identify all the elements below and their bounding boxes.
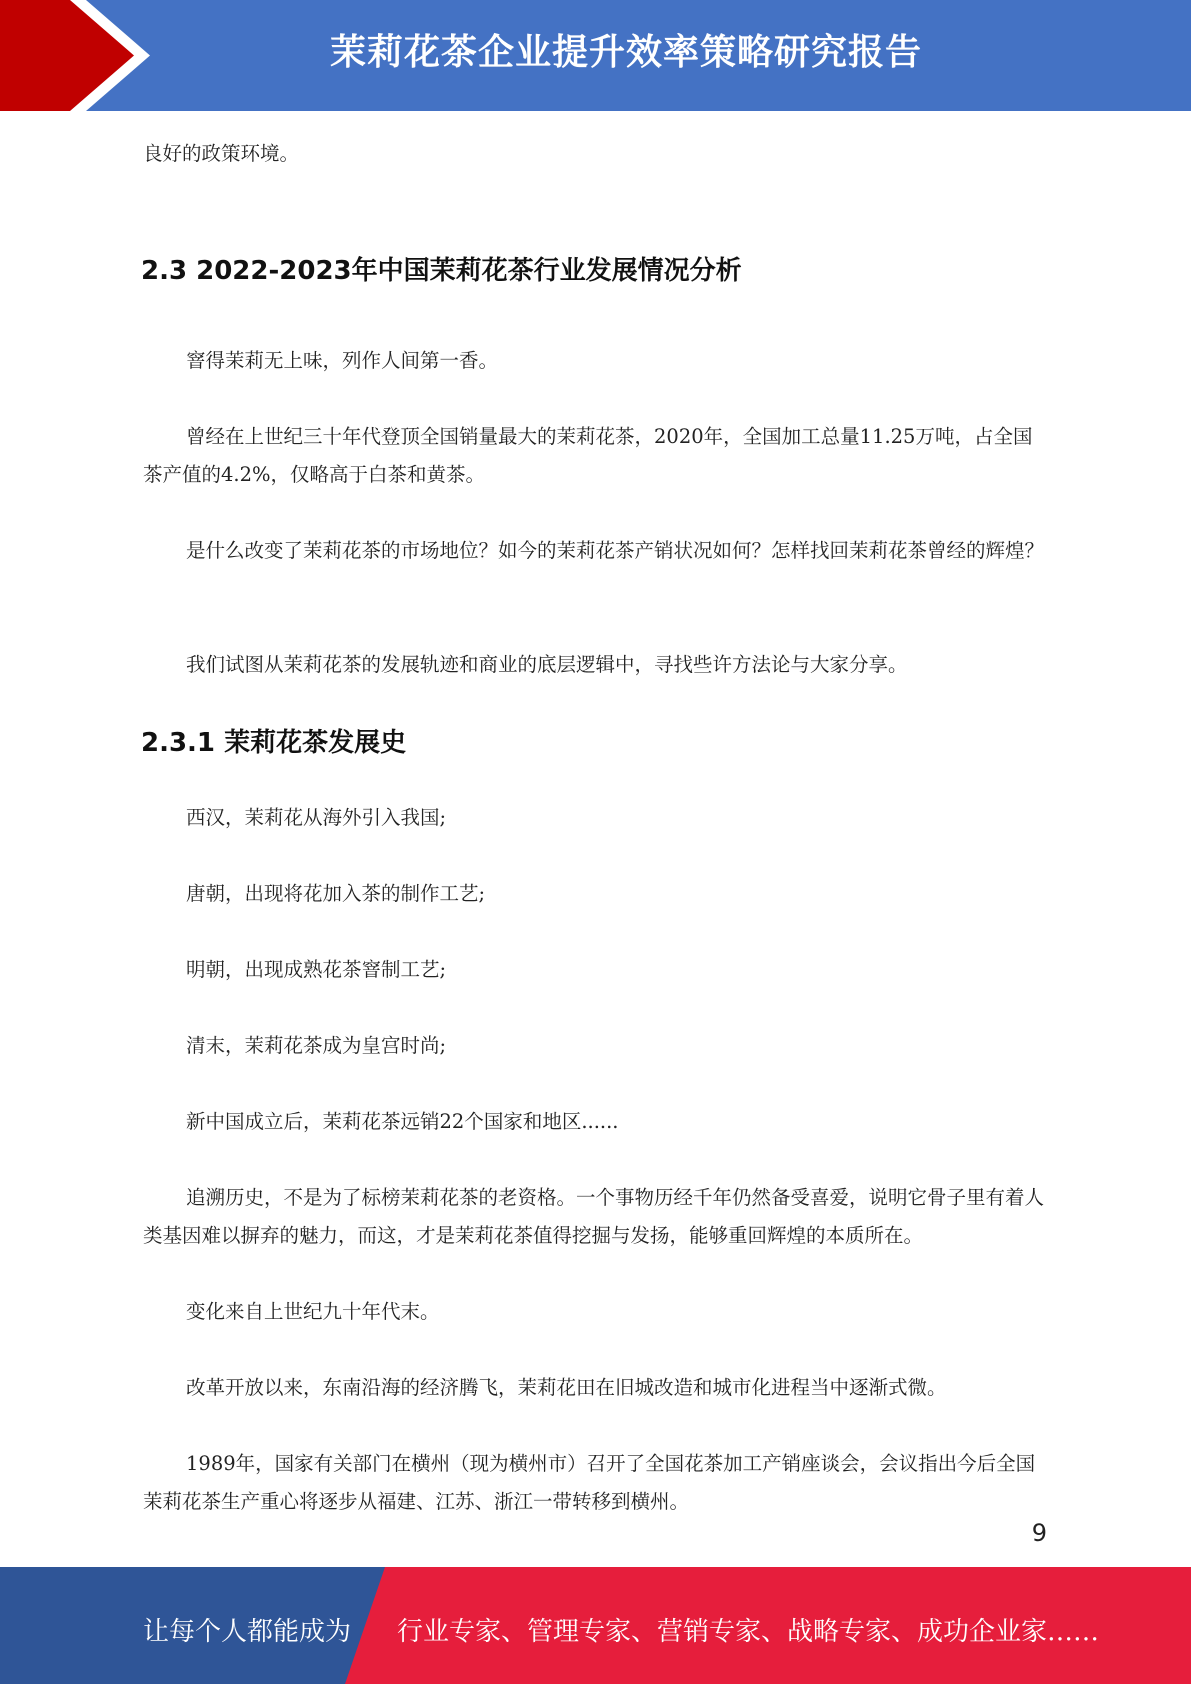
page-number: 9 <box>1031 1519 1047 1547</box>
paragraph: 良好的政策环境。 <box>143 142 300 165</box>
footer-slogan-right: 行业专家、管理专家、营销专家、战略专家、成功企业家…… <box>397 1617 1100 1647</box>
document-title: 茉莉花茶企业提升效率策略研究报告 <box>330 32 923 73</box>
page-header <box>0 0 1191 111</box>
paragraph: 窨得茉莉无上味，列作人间第一香。 <box>186 349 499 372</box>
paragraph: 曾经在上世纪三十年代登顶全国销量最大的茉莉花茶，2020年，全国加工总量11.25万吨，占全国茶产值的4.2%，仅略高于白茶和黄茶。 <box>143 425 1033 486</box>
paragraph: 是什么改变了茉莉花茶的市场地位？如今的茉莉花茶产销状况如何？怎样找回茉莉花茶曾经的辉煌？ <box>186 539 1045 562</box>
paragraph: 唐朝，出现将花加入茶的制作工艺; <box>186 882 486 905</box>
paragraph: 我们试图从茉莉花茶的发展轨迹和商业的底层逻辑中，寻找些许方法论与大家分享。 <box>186 653 908 676</box>
paragraph: 西汉，茉莉花从海外引入我国; <box>186 806 447 829</box>
paragraph: 明朝，出现成熟花茶窨制工艺; <box>186 958 447 981</box>
paragraph: 追溯历史，不是为了标榜茉莉花茶的老资格。一个事物历经千年仍然备受喜爱，说明它骨子里有着人类基因难以摒弃的魅力，而这，才是茉莉花茶值得挖掘与发扬，能够重回辉煌的本质所在。 <box>143 1186 1045 1247</box>
paragraph: 1989年，国家有关部门在横州（现为横州市）召开了全国花茶加工产销座谈会，会议指出今后全国茉莉花茶生产重心将逐步从福建、江苏、浙江一带转移到横州。 <box>143 1452 1036 1513</box>
paragraph: 清末，茉莉花茶成为皇宫时尚; <box>186 1034 447 1057</box>
paragraph: 变化来自上世纪九十年代末。 <box>186 1300 440 1323</box>
subsection-heading: 2.3.1 茉莉花茶发展史 <box>141 728 407 758</box>
footer-slogan-left: 让每个人都能成为 <box>143 1617 352 1647</box>
paragraph: 改革开放以来，东南沿海的经济腾飞，茉莉花田在旧城改造和城市化进程当中逐渐式微。 <box>186 1376 947 1399</box>
paragraph: 新中国成立后，茉莉花茶远销22个国家和地区...... <box>186 1110 619 1133</box>
section-heading: 2.3 2022-2023年中国茉莉花茶行业发展情况分析 <box>141 256 742 286</box>
page-footer <box>0 1567 1191 1684</box>
